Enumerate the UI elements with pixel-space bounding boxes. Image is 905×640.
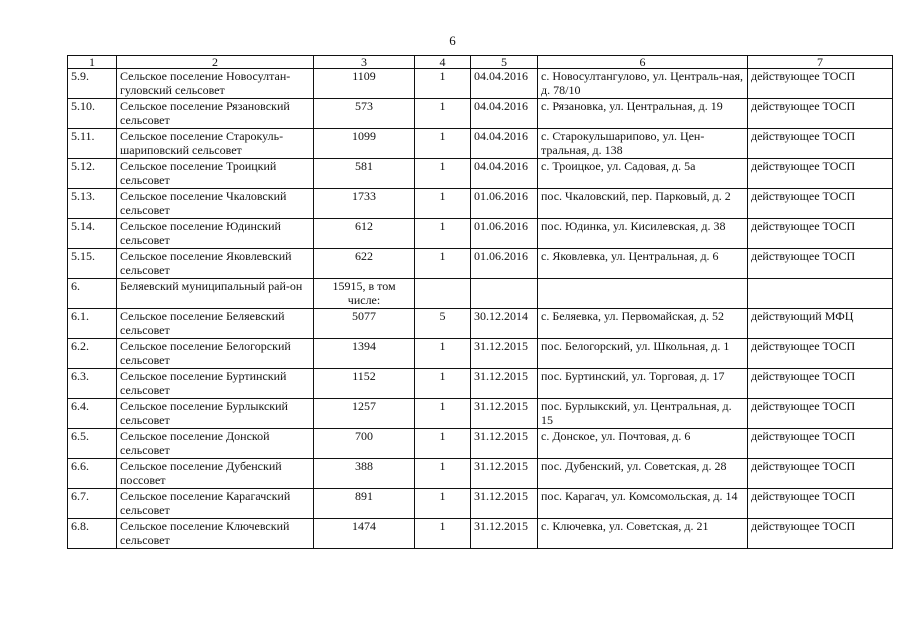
address-value: с. Рязановка, ул. Центральная, д. 19 xyxy=(538,99,748,129)
date-value: 04.04.2016 xyxy=(471,159,538,189)
address-value: с. Яковлевка, ул. Центральная, д. 6 xyxy=(538,249,748,279)
status-value: действующее ТОСП xyxy=(748,219,893,249)
population-value: 891 xyxy=(314,489,415,519)
address-value: с. Новосултангулово, ул. Централь-ная, д. 78/10 xyxy=(538,69,748,99)
settlement-name: Сельское поселение Карагачский сельсовет xyxy=(117,489,314,519)
header-row xyxy=(68,56,893,69)
count-value xyxy=(415,279,471,309)
status-value: действующее ТОСП xyxy=(748,519,893,549)
settlement-name: Сельское поселение Бурлыкский сельсовет xyxy=(117,399,314,429)
status-value: действующий МФЦ xyxy=(748,309,893,339)
population-value: 700 xyxy=(314,429,415,459)
date-value: 01.06.2016 xyxy=(471,249,538,279)
table-row xyxy=(68,309,893,339)
date-value: 31.12.2015 xyxy=(471,399,538,429)
status-value: действующее ТОСП xyxy=(748,369,893,399)
address-value: пос. Дубенский, ул. Советская, д. 28 xyxy=(538,459,748,489)
address-value: пос. Бурлыкский, ул. Центральная, д. 15 xyxy=(538,399,748,429)
table-row xyxy=(68,399,893,429)
row-number: 6.5. xyxy=(68,429,117,459)
table-row xyxy=(68,189,893,219)
date-value: 31.12.2015 xyxy=(471,519,538,549)
settlement-name: Сельское поселение Рязановский сельсовет xyxy=(117,99,314,129)
table-row xyxy=(68,219,893,249)
status-value: действующее ТОСП xyxy=(748,339,893,369)
population-value: 1394 xyxy=(314,339,415,369)
row-number: 5.10. xyxy=(68,99,117,129)
address-value: пос. Буртинский, ул. Торговая, д. 17 xyxy=(538,369,748,399)
population-value: 1474 xyxy=(314,519,415,549)
settlement-name: Сельское поселение Яковлевский сельсовет xyxy=(117,249,314,279)
settlement-name: Сельское поселение Донской сельсовет xyxy=(117,429,314,459)
header-col-6: 6 xyxy=(538,56,748,69)
count-value: 1 xyxy=(415,159,471,189)
count-value: 1 xyxy=(415,219,471,249)
status-value: действующее ТОСП xyxy=(748,249,893,279)
header-col-2: 2 xyxy=(117,56,314,69)
address-value: с. Беляевка, ул. Первомайская, д. 52 xyxy=(538,309,748,339)
header-col-4: 4 xyxy=(415,56,471,69)
population-value: 388 xyxy=(314,459,415,489)
population-value: 581 xyxy=(314,159,415,189)
header-col-1: 1 xyxy=(68,56,117,69)
population-value: 1257 xyxy=(314,399,415,429)
date-value: 04.04.2016 xyxy=(471,99,538,129)
row-number: 6.6. xyxy=(68,459,117,489)
table-row xyxy=(68,429,893,459)
table-row xyxy=(68,129,893,159)
population-value: 573 xyxy=(314,99,415,129)
date-value: 31.12.2015 xyxy=(471,429,538,459)
row-number: 6. xyxy=(68,279,117,309)
address-value: с. Донское, ул. Почтовая, д. 6 xyxy=(538,429,748,459)
table-row xyxy=(68,459,893,489)
address-value: с. Ключевка, ул. Советская, д. 21 xyxy=(538,519,748,549)
status-value: действующее ТОСП xyxy=(748,459,893,489)
address-value: пос. Белогорский, ул. Школьная, д. 1 xyxy=(538,339,748,369)
population-value: 5077 xyxy=(314,309,415,339)
row-number: 5.14. xyxy=(68,219,117,249)
population-value: 622 xyxy=(314,249,415,279)
table-row xyxy=(68,69,893,99)
district-name: Беляевский муниципальный рай-он xyxy=(117,279,314,309)
count-value: 1 xyxy=(415,189,471,219)
settlement-name: Сельское поселение Юдинский сельсовет xyxy=(117,219,314,249)
status-value: действующее ТОСП xyxy=(748,69,893,99)
settlement-name: Сельское поселение Белогорский сельсовет xyxy=(117,339,314,369)
population-value: 1099 xyxy=(314,129,415,159)
row-number: 6.3. xyxy=(68,369,117,399)
row-number: 6.7. xyxy=(68,489,117,519)
settlement-name: Сельское поселение Буртинский сельсовет xyxy=(117,369,314,399)
settlement-name: Сельское поселение Ключевский сельсовет xyxy=(117,519,314,549)
header-col-5: 5 xyxy=(471,56,538,69)
date-value: 30.12.2014 xyxy=(471,309,538,339)
header-col-7: 7 xyxy=(748,56,893,69)
header-col-3: 3 xyxy=(314,56,415,69)
status-value xyxy=(748,279,893,309)
table-row xyxy=(68,249,893,279)
date-value: 04.04.2016 xyxy=(471,129,538,159)
row-number: 5.11. xyxy=(68,129,117,159)
table-row-district xyxy=(68,279,893,309)
count-value: 1 xyxy=(415,249,471,279)
status-value: действующее ТОСП xyxy=(748,129,893,159)
row-number: 5.13. xyxy=(68,189,117,219)
count-value: 1 xyxy=(415,489,471,519)
status-value: действующее ТОСП xyxy=(748,159,893,189)
date-value: 31.12.2015 xyxy=(471,369,538,399)
row-number: 6.8. xyxy=(68,519,117,549)
count-value: 1 xyxy=(415,129,471,159)
settlement-name: Сельское поселение Троицкий сельсовет xyxy=(117,159,314,189)
count-value: 1 xyxy=(415,429,471,459)
status-value: действующее ТОСП xyxy=(748,399,893,429)
status-value: действующее ТОСП xyxy=(748,189,893,219)
status-value: действующее ТОСП xyxy=(748,489,893,519)
address-value: пос. Чкаловский, пер. Парковый, д. 2 xyxy=(538,189,748,219)
address-value: пос. Карагач, ул. Комсомольская, д. 14 xyxy=(538,489,748,519)
row-number: 6.2. xyxy=(68,339,117,369)
table-row xyxy=(68,489,893,519)
table-row xyxy=(68,159,893,189)
settlement-name: Сельское поселение Беляевский сельсовет xyxy=(117,309,314,339)
row-number: 5.12. xyxy=(68,159,117,189)
registry-table xyxy=(67,55,893,549)
table-row xyxy=(68,519,893,549)
count-value: 1 xyxy=(415,69,471,99)
table-row xyxy=(68,339,893,369)
row-number: 5.9. xyxy=(68,69,117,99)
status-value: действующее ТОСП xyxy=(748,429,893,459)
address-value xyxy=(538,279,748,309)
population-value: 1109 xyxy=(314,69,415,99)
count-value: 1 xyxy=(415,339,471,369)
table-header xyxy=(68,56,893,69)
table-row xyxy=(68,99,893,129)
count-value: 5 xyxy=(415,309,471,339)
page-number: 6 xyxy=(449,33,456,48)
count-value: 1 xyxy=(415,399,471,429)
row-number: 6.4. xyxy=(68,399,117,429)
status-value: действующее ТОСП xyxy=(748,99,893,129)
date-value: 31.12.2015 xyxy=(471,339,538,369)
count-value: 1 xyxy=(415,99,471,129)
settlement-name: Сельское поселение Новосултан-гуловский сельсовет xyxy=(117,69,314,99)
date-value: 04.04.2016 xyxy=(471,69,538,99)
population-value: 1152 xyxy=(314,369,415,399)
address-value: пос. Юдинка, ул. Кисилевская, д. 38 xyxy=(538,219,748,249)
table-row xyxy=(68,369,893,399)
row-number: 5.15. xyxy=(68,249,117,279)
settlement-name: Сельское поселение Дубенский поссовет xyxy=(117,459,314,489)
table-body xyxy=(68,69,893,549)
address-value: с. Старокульшарипово, ул. Цен-тральная, д. 138 xyxy=(538,129,748,159)
population-value: 1733 xyxy=(314,189,415,219)
row-number: 6.1. xyxy=(68,309,117,339)
date-value: 01.06.2016 xyxy=(471,189,538,219)
date-value: 31.12.2015 xyxy=(471,459,538,489)
date-value: 01.06.2016 xyxy=(471,219,538,249)
settlement-name: Сельское поселение Старокуль-шариповский сельсовет xyxy=(117,129,314,159)
population-value: 612 xyxy=(314,219,415,249)
address-value: с. Троицкое, ул. Садовая, д. 5а xyxy=(538,159,748,189)
count-value: 1 xyxy=(415,459,471,489)
count-value: 1 xyxy=(415,519,471,549)
count-value: 1 xyxy=(415,369,471,399)
date-value xyxy=(471,279,538,309)
settlement-name: Сельское поселение Чкаловский сельсовет xyxy=(117,189,314,219)
population-value: 15915, в том числе: xyxy=(314,279,415,309)
date-value: 31.12.2015 xyxy=(471,489,538,519)
